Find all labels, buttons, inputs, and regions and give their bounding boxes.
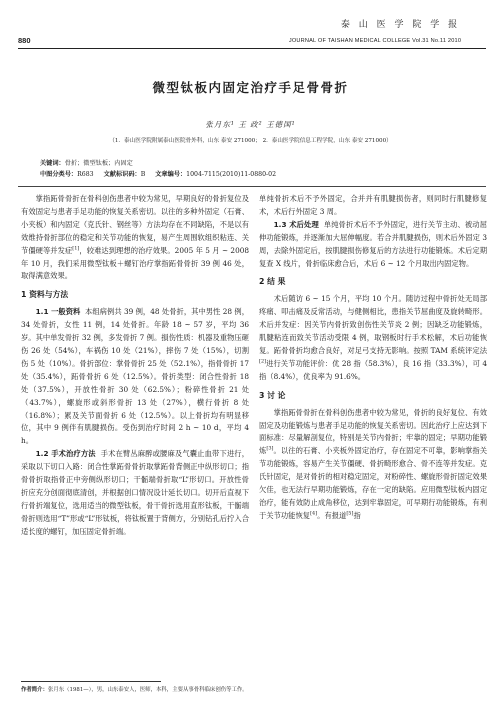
journal-title-en: JOURNAL OF TAISHAN MEDICAL COLLEGE Vol.31 No.11 2010: [288, 38, 462, 44]
discussion-paragraph: 掌指跖骨骨折在骨科创伤患者中较为常见，骨折的良好复位、有效固定及功能锻炼与患者手足功能的恢复关系密切。因此治疗上应达到下面标准：尽量解剖复位，特别是关节内骨折；牢靠的固定；早期功能锻炼[3]。以往的石膏、小夹板外固定治疗，存在固定不可靠，影响掌指关节功能锻炼，容易产生关节僵硬、骨折畸形愈合、骨不连等并发症。克氏针固定，是对骨折的相对稳定固定，对粉碎性、螺旋形骨折固定效果欠佳，也无法行早期功能锻炼，存在一定的缺陷。应用微型钛板内固定治疗，能有效防止成角移位，达到牢靠固定，可早期行功能锻炼，有利于关节功能恢复[4]。有报道[5]指: [259, 407, 488, 520]
journal-title-cn: 泰 山 医 学 院 学 报: [340, 20, 461, 30]
clc-label: 中图分类号：: [40, 171, 78, 178]
keywords-label: 关键词：: [40, 160, 65, 167]
citation-4: [4]: [310, 510, 318, 517]
subsection-1-2-label: 1.2 手术治疗方法: [35, 449, 96, 459]
section-2-heading: 2 结 果: [259, 277, 286, 287]
article-no-value: 1004-7115(2010)11-0880-02: [186, 171, 277, 178]
article-authors: 张月东¹ 王 政² 王德国¹: [205, 120, 296, 129]
article-affiliations: （1．泰山医学院附属泰山医院骨外科，山东 泰安 271000； 2．泰山医学院信息工程学院，山东 泰安 271000）: [109, 138, 392, 144]
keywords-value: 骨折；微型钛板；内固定: [64, 160, 133, 167]
section-1-heading: 1 资料与方法: [21, 290, 69, 300]
citation-2: [2]: [259, 358, 267, 365]
general-data-paragraph: 1.1 一般资料 本组病例共 39 例，48 处骨折，其中男性 28 例，34 处骨折，女性 11 例，14 处骨折。年龄 18 ~ 57 岁，平均 36 岁。其中单发骨折 32 例，多发骨折 7 例。損伤性质：机器及重物压砸伤 26 处（54%），车祸伤 10 处（21%），摔伤 7 处（15%），切割伤 5 处（10%）。骨折部位：掌骨骨折 25 处（52.1%），指骨骨折 17 处（35.4%），跖骨骨折 6 处（12.5%）。骨折类型：闭合性骨折 18 处（37.5%），开放性骨折 30 处（62.5%）；粉碎性骨折 21 处（43.7%），螺旋形或斜形骨折 13 处（27%），横行骨折 8 处（16.8%）；累及关节面骨折 6 处（12.5%）。以上骨折均有明显移位，其中 9 例伴有肌腱损伤。受伤到治疗时间 2 h ~ 10 d，平均 4 h。: [21, 307, 250, 446]
clc-value: R683: [77, 171, 94, 178]
intro-paragraph: 掌指跖骨骨折在骨科创伤患者中较为常见，早期良好的骨折复位及有效固定与患者手足功能的恢复关系密切。以往的多种外固定（石膏、小夹板）和内固定（克氏针、钢丝等）方法均存在不同缺陷，不是以有效维持骨折部位的稳定和关节功能的恢复，易产生周围软组织粘连、关节僵硬等并发症[1]，较难达到理想的治疗效果。2005 年 5 月 ~ 2008 年 10 月，我们采用微型钛板＋螺钉治疗掌指跖骨骨折 39 例 46 处，取得满意效果。: [21, 194, 249, 281]
author-footnote: [21, 687, 481, 695]
section-rule: [18, 186, 486, 187]
footnote-text: 张月东（1981—），男，山东泰安人，医师，本科，主要从事骨科临床创伤等工作。: [47, 687, 248, 693]
page-number: 880: [18, 36, 31, 45]
left-column: [21, 193, 249, 539]
article-no-label: 文章编号：: [155, 171, 187, 178]
subsection-1-1-label: 1.1 一般资料: [35, 307, 81, 317]
right-column: [259, 193, 487, 523]
classification-line: [40, 171, 276, 180]
keywords-line: [40, 160, 133, 169]
citation-1: [1]: [72, 245, 80, 252]
doc-code-value: B: [140, 171, 146, 178]
surgery-method-continued: 单纯骨折术后不予外固定，合并并有肌腱损伤者，则同时行肌腱修复术，术后行外固定 3 周。: [259, 194, 487, 216]
section-3-heading: 3 讨 论: [259, 390, 286, 400]
surgery-method-paragraph: 1.2 手术治疗方法 手术在臂丛麻醉或腰麻及气囊止血带下进行，采取以下切口入路：闭合性掌跖骨骨折取掌跖骨背侧正中纵形切口；指骨骨折取指骨正中旁侧纵形切口；干骺端骨折取“L”形切口。开放性骨折应充分创面彻底清创，并根据创口情况设计延长切口。切开后直视下行骨折端复位，选用适当的微型钛板，骨干骨折选用直形钛板，干骺端骨折则选用“T”形或“L”形钛板，将钛板置于背侧方，分别钻孔后拧入合适长度的螺钉，加压固定骨折端。: [21, 449, 250, 536]
footnote-label: 作者简介：: [21, 687, 48, 693]
citation-5: [5]: [346, 510, 354, 517]
header-rule: [18, 48, 486, 49]
results-paragraph: 术后随访 6 ~ 15 个月，平均 10 个月。随访过程中骨折处无局部疼痛、叩击痛及反常活动，与健侧相比，患指关节屈曲度及旋转畸形。术后并发症：因关节内骨折致创伤性关节炎 2 例；因缺乏功能锻炼，肌腱粘连而致关节活动受限 4 例，取钢板时行手术松解，术后功能恢复。跖骨骨折均愈合良好，对足弓支持无影响。按照 TAM 系统评定法[2]进行关节功能评价：优 28 指（58.3%），良 16 指（33.3%），可 4 指（8.4%），优良率为 91.6%。: [259, 294, 487, 381]
article-title: 微型钛板内固定治疗手足骨骨折: [152, 80, 349, 95]
subsection-1-3-label: 1.3 术后处理: [273, 219, 319, 229]
footnote-rule: [21, 681, 161, 682]
citation-3: [3]: [266, 445, 274, 452]
doc-code-label: 文献标识码：: [103, 171, 141, 178]
postop-paragraph: 1.3 术后处理 单纯骨折术后不予外固定，进行关节主动、被动屈伸功能锻炼，并逐渐加大屈伸幅度。若合并肌腱损伤，则术后外固定 3 周，去除外固定后，按肌腱损伤修复后的方法进行功能锻炼。术后定期复查 X 线片，骨折临床愈合后，术后 6 ~ 12 个月取出内固定物。: [259, 219, 488, 268]
